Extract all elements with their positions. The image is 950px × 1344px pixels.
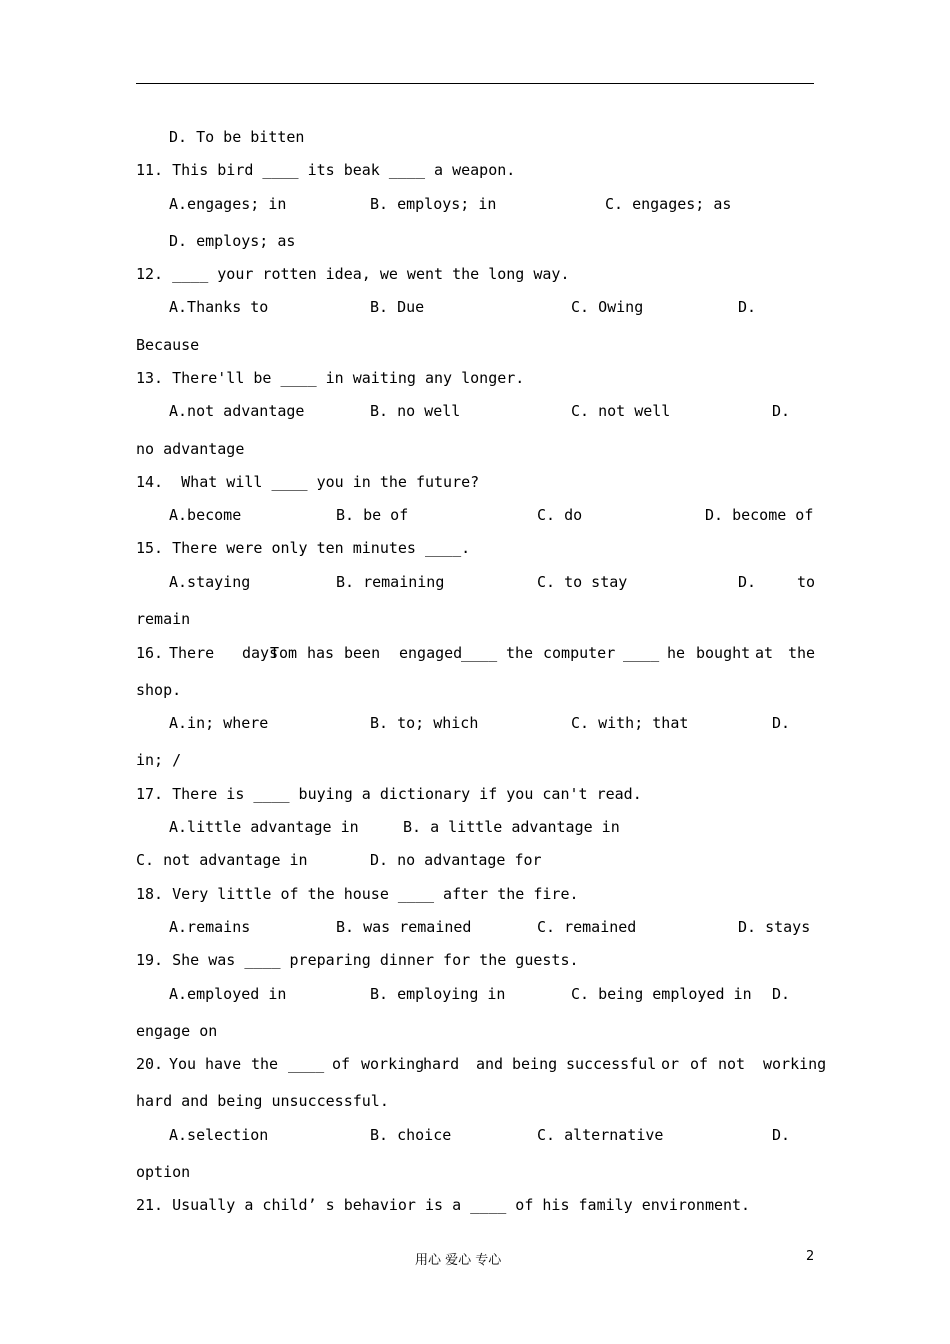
text-line: C. not advantage in: [136, 851, 308, 869]
text-line: 20.: [136, 1055, 164, 1073]
text-line: D. no advantage for: [370, 851, 542, 869]
text-line: D. become of: [705, 506, 814, 524]
text-line: ____: [288, 1055, 325, 1073]
text-line: B. employs; in: [370, 195, 497, 213]
header-rule: [136, 83, 814, 84]
text-line: C. with; that: [571, 714, 689, 732]
text-line: at: [755, 644, 774, 662]
text-line: or: [661, 1055, 680, 1073]
text-line: D. employs; as: [169, 232, 296, 250]
text-line: of: [690, 1055, 709, 1073]
text-line: 12. ____ your rotten idea, we went the long way.: [136, 265, 570, 283]
text-line: D.: [772, 714, 791, 732]
text-line: B. remaining: [336, 573, 445, 591]
text-line: A.engages; in: [169, 195, 287, 213]
text-line: A.selection: [169, 1126, 269, 1144]
text-line: D.: [772, 402, 791, 420]
text-line: ____: [461, 644, 498, 662]
text-line: 13. There'll be ____ in waiting any longer.: [136, 369, 525, 387]
text-line: the: [251, 1055, 279, 1073]
text-line: and: [476, 1055, 504, 1073]
text-line: option: [136, 1163, 191, 1181]
text-line: bought: [696, 644, 751, 662]
text-line: D.: [772, 1126, 791, 1144]
text-line: A.Thanks to: [169, 298, 269, 316]
text-line: 21. Usually a child’ s behavior is a ____ of his family environment.: [136, 1196, 751, 1214]
text-line: B. employing in: [370, 985, 506, 1003]
footer-text: 用心 爱心 专心: [415, 1253, 502, 1268]
text-line: has: [307, 644, 335, 662]
text-line: B. was remained: [336, 918, 472, 936]
text-line: to: [797, 573, 816, 591]
text-line: B. be of: [336, 506, 409, 524]
text-line: engage on: [136, 1022, 218, 1040]
text-line: C. not well: [571, 402, 671, 420]
text-line: he: [667, 644, 686, 662]
text-line: have: [205, 1055, 242, 1073]
text-line: 14. What will ____ you in the future?: [136, 473, 480, 491]
text-line: not: [718, 1055, 746, 1073]
text-line: C. remained: [537, 918, 637, 936]
text-line: D. To be bitten: [169, 128, 305, 146]
text-line: computer: [543, 644, 616, 662]
text-line: hard and being unsuccessful.: [136, 1092, 389, 1110]
text-line: A.not advantage: [169, 402, 305, 420]
text-line: D.: [738, 573, 757, 591]
text-line: A.employed in: [169, 985, 287, 1003]
text-line: the: [506, 644, 534, 662]
text-line: shop.: [136, 681, 182, 699]
text-line: 19. She was ____ preparing dinner for the guests.: [136, 951, 579, 969]
text-line: in; /: [136, 751, 182, 769]
text-line: days: [242, 644, 279, 662]
text-line: A.become: [169, 506, 242, 524]
text-line: successful: [566, 1055, 657, 1073]
text-line: no advantage: [136, 440, 245, 458]
text-line: B. no well: [370, 402, 461, 420]
text-line: C. engages; as: [605, 195, 732, 213]
text-line: A.in; where: [169, 714, 269, 732]
text-line: the: [788, 644, 816, 662]
text-line: of: [332, 1055, 351, 1073]
text-line: 15. There were only ten minutes ____.: [136, 539, 471, 557]
text-line: D.: [772, 985, 791, 1003]
text-line: C. alternative: [537, 1126, 664, 1144]
text-line: B. Due: [370, 298, 425, 316]
text-line: working: [361, 1055, 425, 1073]
text-line: A.little advantage in: [169, 818, 359, 836]
text-line: hard: [423, 1055, 460, 1073]
text-line: engaged: [399, 644, 463, 662]
text-line: 16.: [136, 644, 164, 662]
text-line: being: [512, 1055, 558, 1073]
text-line: 11. This bird ____ its beak ____ a weapon.: [136, 161, 516, 179]
text-line: B. to; which: [370, 714, 479, 732]
text-line: remain: [136, 610, 191, 628]
text-line: A.staying: [169, 573, 251, 591]
text-line: D. stays: [738, 918, 811, 936]
text-line: C. do: [537, 506, 583, 524]
page-number: 2: [806, 1249, 815, 1264]
text-line: 18. Very little of the house ____ after the fire.: [136, 885, 579, 903]
text-line: Tom: [270, 644, 298, 662]
text-line: B. choice: [370, 1126, 452, 1144]
text-line: You: [169, 1055, 197, 1073]
text-line: D.: [738, 298, 757, 316]
text-line: 17. There is ____ buying a dictionary if you can't read.: [136, 785, 642, 803]
text-line: A.remains: [169, 918, 251, 936]
text-line: been: [344, 644, 381, 662]
text-line: C. being employed in: [571, 985, 752, 1003]
text-line: Because: [136, 336, 200, 354]
text-line: B. a little advantage in: [403, 818, 620, 836]
text-line: C. to stay: [537, 573, 628, 591]
text-line: C. Owing: [571, 298, 644, 316]
text-line: working: [763, 1055, 827, 1073]
text-line: There: [169, 644, 215, 662]
text-line: ____: [623, 644, 660, 662]
